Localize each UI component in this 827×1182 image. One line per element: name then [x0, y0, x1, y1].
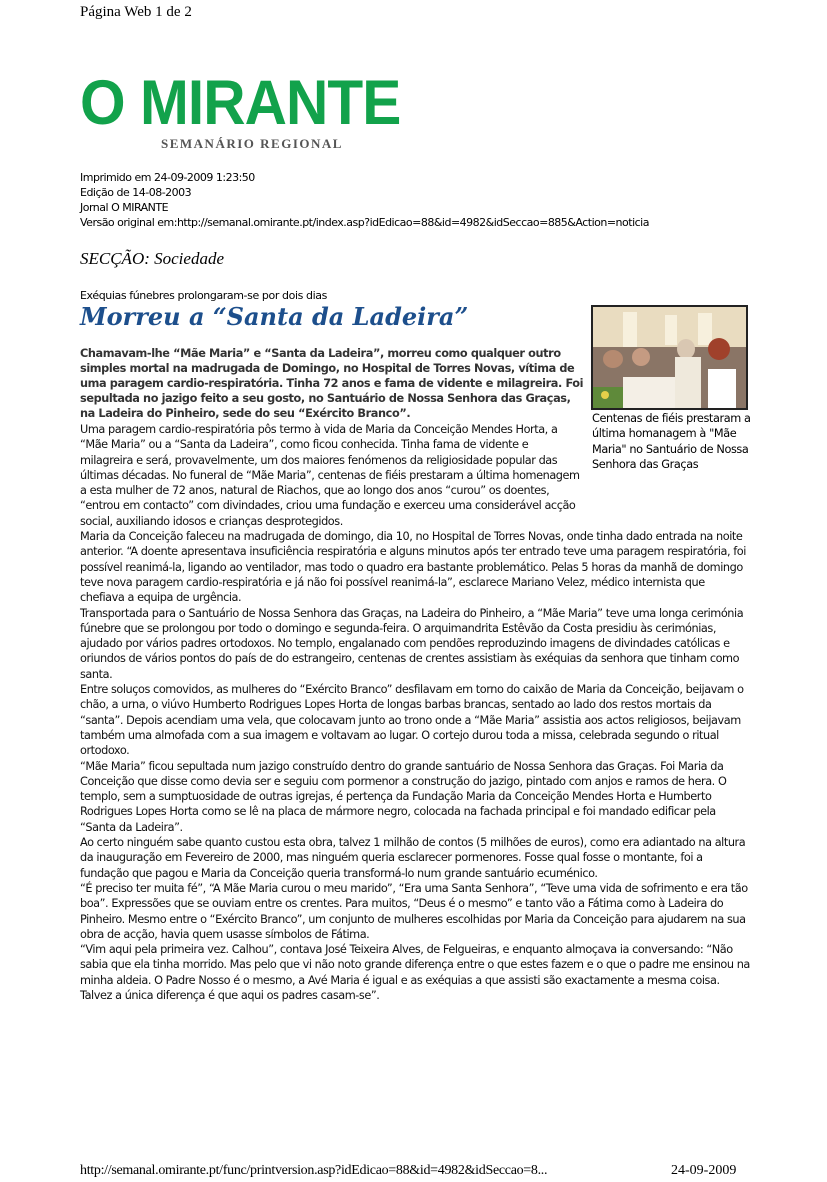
- printed-date: Imprimido em 24-09-2009 1:23:50: [80, 171, 255, 184]
- photo-caption: Centenas de fiéis prestaram a última homanagem à "Mãe Maria" no Santuário de Nossa Senhora das Graças: [592, 412, 751, 471]
- footer-date: 24-09-2009: [671, 1163, 737, 1178]
- article-photo: [591, 305, 748, 410]
- article-lead: Chamavam-lhe “Mãe Maria” e “Santa da Ladeira”, morreu como qualquer outro simples mortal na madrugada de Domingo, no Hospital de Torres Novas, vítima de uma paragem cardio-respiratória. Tinha 72 anos e fama de vidente e milagreira. Foi sepultada no jazigo feito a seu gosto, no Santuário de Nossa Senhora das Graças, na Ladeira do Pinheiro, sede do seu “Exército Branco”.: [80, 347, 584, 420]
- article-body: [80, 422, 752, 1003]
- footer-url: http://semanal.omirante.pt/func/printversion.asp?idEdicao=88&id=4982&idSeccao=8...: [80, 1163, 548, 1178]
- article-paragraph: Ao certo ninguém sabe quanto custou esta obra, talvez 1 milhão de contos (5 milhões de euros), como era adiantado na altura da inauguração em Fevereiro de 2000, mas ninguém queria esclarecer pormenores. Fosse qual fosse o montante, foi a fundação que pagou e Maria da Conceição queria transformá-lo num grande santuário ecuménico.: [80, 836, 746, 880]
- article-paragraph: “Mãe Maria” ficou sepultada num jazigo construído dentro do grande santuário de Nossa Senhora das Graças. Foi Maria da Conceição que disse como devia ser e seguiu com pormenor a construção do jazigo, pintado com anjos e ramos de hera. O templo, sem a sumptuosidade de outras igrejas, é pertença da Fundação Maria da Conceição Mendes Horta e Humberto Rodrigues Lopes Horta como se lê na placa de mármore negro, colocada na fachada principal e foi mandado edificar pela “Santa da Ladeira”.: [80, 759, 727, 834]
- logo-tagline: SEMANÁRIO REGIONAL: [161, 136, 343, 151]
- print-metadata: [80, 170, 649, 230]
- article-kicker: Exéquias fúnebres prolongaram-se por dois dias: [80, 289, 327, 302]
- article-paragraph: Uma paragem cardio-respiratória pôs termo à vida de Maria da Conceição Mendes Horta, a “Mãe Maria” ou a “Santa da Ladeira”, como ficou conhecida. Tinha fama de vidente e milagreira e será, provavelmente, um dos maiores fenómenos da religiosidade popular das últimas décadas. No funeral de “Mãe Maria”, centenas de fiéis prestaram a última homenagem a esta mulher de 72 anos, natural de Riachos, que ao longo dos anos “curou” os doentes, “entrou em contacto” com divindades, criou uma fundação e exerceu uma considerável acção social, auxiliando idosos e crianças desprotegidos.: [80, 423, 580, 528]
- logo-wordmark: O MIRANTE: [80, 68, 401, 138]
- article-paragraph: “É preciso ter muita fé”, “A Mãe Maria curou o meu marido”, “Era uma Santa Senhora”, “Teve uma vida de sofrimento e era tão boa”. Expressões que se ouviam entre os crentes. Para muitos, “Deus é o mesmo” e tanto vão a Fátima como à Ladeira do Pinheiro. Mesmo entre o “Exército Branco”, um conjunto de mulheres escolhidas por Maria da Conceição para ajudarem na sua obra de acção, havia quem usasse símbolos de Fátima.: [80, 881, 748, 941]
- funeral-crowd-image: [593, 307, 746, 408]
- newspaper-logo: [80, 68, 420, 154]
- article-paragraph: Entre soluços comovidos, as mulheres do “Exército Branco” desfilavam em torno do caixão de Maria da Conceição, beijavam o chão, a urna, o viúvo Humberto Rodrigues Lopes Horta de longas barbas brancas, sentado ao lado dos restos mortais da “santa”. Depois acendiam uma vela, que colocavam junto ao trono onde a “Mãe Maria” assistia aos actos religiosos, beijavam também uma almofada com a sua imagem e voltavam ao lugar. O cortejo durou toda a missa, celebrada segundo o ritual ortodoxo.: [80, 683, 744, 758]
- original-version-link[interactable]: Versão original em:http://semanal.omirante.pt/index.asp?idEdicao=88&id=4982&idSeccao=885&Action=noticia: [80, 216, 649, 229]
- article-paragraph: Maria da Conceição faleceu na madrugada de domingo, dia 10, no Hospital de Torres Novas, onde tinha dado entrada na noite anterior. “A doente apresentava insuficiência respiratória e alguns minutos após ter entrado teve uma paragem respiratória, foi possível reanimá-la, ligando ao ventilador, mas todo o quadro era bastante problemático. Pelas 5 horas da manhã de domingo teve nova paragem cardio-respiratória e já não foi possível reanimá-la”, esclarece Mariano Velez, médico internista que chefiava a equipa de urgência.: [80, 530, 746, 605]
- section-label: SECÇÃO: Sociedade: [80, 249, 224, 268]
- edition-date: Edição de 14-08-2003: [80, 186, 192, 199]
- article-paragraph: “Vim aqui pela primeira vez. Calhou”, contava José Teixeira Alves, de Felgueiras, e enquanto almoçava ia conversando: “Não sabia que ela tinha morrido. Mas pelo que vi não noto grande diferença entre o que estes fazem e o que o padre me ensinou na minha aldeia. O Padre Nosso é o mesmo, a Avé Maria é igual e as exéquias a que assisti são exactamente a mesma coisa. Talvez a única diferença é que aqui os padres casam-se”.: [80, 943, 750, 1002]
- journal-name: Jornal O MIRANTE: [80, 201, 169, 214]
- article-paragraph: Transportada para o Santuário de Nossa Senhora das Graças, na Ladeira do Pinheiro, a “Mãe Maria” teve uma longa cerimónia fúnebre que se prolongou por todo o domingo e segunda-feira. O arquimandrita Estêvão da Costa presidiu às cerimónias, ajudado por vários padres ortodoxos. No templo, engalanado com pendões reproduzindo imagens de divindades católicas e oriundos de vários pontos do país de do estrangeiro, centenas de crentes assistiam às exéquias da senhora que tinham como santa.: [80, 606, 744, 681]
- print-page-number: Página Web 1 de 2: [80, 4, 192, 20]
- article-headline: Morreu a “Santa da Ladeira”: [80, 302, 469, 331]
